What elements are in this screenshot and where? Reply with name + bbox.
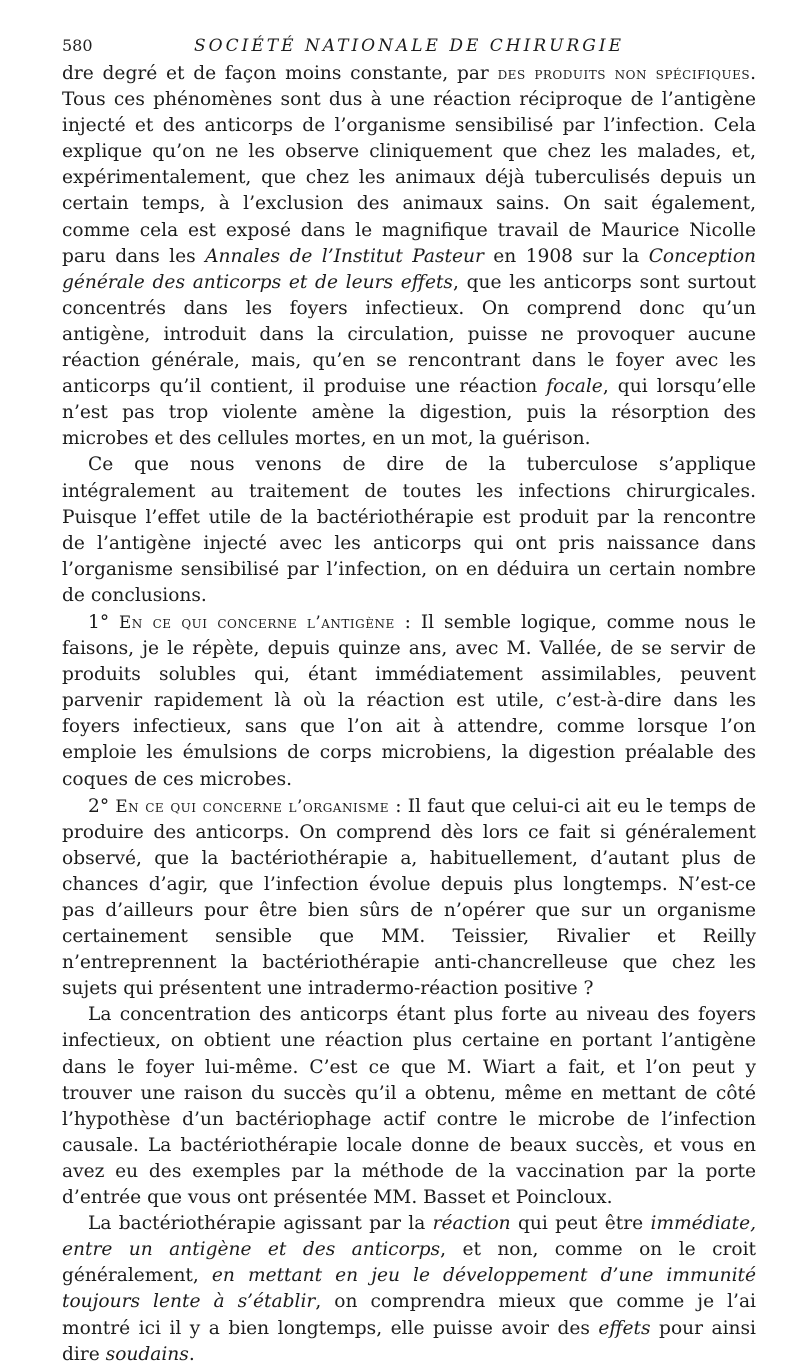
text-run: pour ainsi dire bbox=[62, 1317, 756, 1365]
text-run: , que les anticorps sont surtout concentrés dans les foyers infectieux. On comprend donc qu’un antigène, introduit dans la circulation, puisse ne provoquer aucune réaction générale, mais, qu’en se rencontrant dans le foyer avec les anticorps qu’il contient, il produise une réaction bbox=[62, 271, 756, 398]
item-heading: En ce qui concerne l’antigène bbox=[119, 611, 395, 632]
item-heading: En ce qui concerne l’organisme bbox=[115, 795, 389, 816]
item-number: 2° bbox=[88, 795, 116, 817]
text-run: La bactériothérapie agissant par la bbox=[88, 1213, 433, 1235]
emphasis: en mettant en jeu le développement d’une immunité toujours lente à s’établir bbox=[62, 1265, 756, 1313]
small-caps-phrase: des produits non spécifiques bbox=[497, 63, 751, 83]
paragraph-2: Ce que nous venons de dire de la tuberculose s’applique intégralement au traitement de toutes les infections chirurgicales. Puisque l’effet utile de la bactériothérapie est produit par la rencontre de l’antigène injecté avec les anticorps qui ont pris naissance dans l’organisme sensibilisé par l’infection, on en déduira un certain nombre de conclusions. bbox=[62, 454, 756, 606]
text-run: . bbox=[188, 1343, 195, 1365]
item-number: 1° bbox=[88, 611, 120, 633]
paragraph-5: La concentration des anticorps étant plus forte au niveau des foyers infectieux, on obtient une réaction plus certaine en portant l’antigène dans le foyer lui-même. C’est ce que M. Wiart a fait, et l’on peut y trouver une raison du succès qu’il a obtenu, même en mettant de côté l’hypothèse d’un bactériophage actif contre le microbe de l’infection causale. La bactériothérapie locale donne de beaux succès, et vous en avez eu des exemples par la méthode de la vaccination par la porte d’entrée que vous ont présentée MM. Basset et Poincloux. bbox=[62, 1004, 756, 1209]
running-title: SOCIÉTÉ NATIONALE DE CHIRURGIE bbox=[194, 36, 624, 56]
journal-title: Annales de l’Institut Pasteur bbox=[205, 245, 484, 267]
text-run: en 1908 sur la bbox=[483, 245, 649, 267]
emphasis: immédiate, entre un antigène et des anticorps bbox=[62, 1213, 756, 1261]
text-run: : Il faut que celui-ci ait eu le temps de produire des anticorps. On comprend dès lors ce fait si généralement observé, que la bactériothérapie a, habituellement, d’autant plus de chances d’agir, que l’infection évolue depuis plus longtemps. N’est-ce pas d’ailleurs pour être bien sûrs de n’opérer que sur un organisme certainement sensible que MM. Teissier, Rivalier et Reilly n’entreprennent la bactériothérapie anti-chancrelleuse que chez les sujets qui présentent une intradermo-réaction positive ? bbox=[62, 795, 757, 1000]
emphasis: effets bbox=[598, 1317, 651, 1339]
text-run: , et non, comme on le croit généralement, bbox=[62, 1239, 756, 1287]
paragraph-1 bbox=[62, 60, 756, 452]
paragraph-6 bbox=[62, 1211, 756, 1368]
paragraph-4 bbox=[62, 793, 756, 1003]
emphasis: soudains bbox=[105, 1343, 189, 1365]
text-run: . Tous ces phénomènes sont dus à une réaction réciproque de l’antigène injecté et des anticorps de l’organisme sensibilisé par l’infection. Cela explique qu’on ne les observe cliniquement que chez les malades, et, expérimentalement, que chez les animaux déjà tuberculisés depuis un certain temps, à l’exclusion des animaux sains. On sait également, comme cela est exposé dans le magnifique travail de Maurice Nicolle paru dans les bbox=[62, 63, 756, 267]
emphasis: focale bbox=[546, 376, 603, 398]
work-title: Conception générale des anticorps et de leurs effets bbox=[62, 245, 756, 293]
text-run: : Il semble logique, comme nous le faisons, je le répète, depuis quinze ans, avec M. Vallée, de se servir de produits solubles qui, étant immédiatement assimilables, peuvent parvenir rapidement là où la réaction est utile, c’est-à-dire dans les foyers infectieux, sans que l’on ait à attendre, comme lorsque l’on emploie les émulsions de corps microbiens, la digestion préalable des coques de ces microbes. bbox=[62, 611, 756, 790]
emphasis: réaction bbox=[432, 1213, 511, 1235]
page-header bbox=[62, 0, 756, 60]
page-number: 580 bbox=[62, 36, 93, 55]
text-run: dre degré et de façon moins constante, par bbox=[62, 63, 498, 84]
text-run: qui peut être bbox=[510, 1213, 651, 1235]
text-run: , qui lorsqu’elle n’est pas trop violente amène la digestion, puis la résorption des microbes et des cellules mortes, en un mot, la guérison. bbox=[62, 376, 756, 450]
paragraph-3 bbox=[62, 609, 756, 793]
text-run: , on comprendra mieux que comme je l’ai montré ici il y a bien longtemps, elle puisse avoir des bbox=[62, 1291, 756, 1339]
body-text bbox=[62, 60, 756, 1368]
